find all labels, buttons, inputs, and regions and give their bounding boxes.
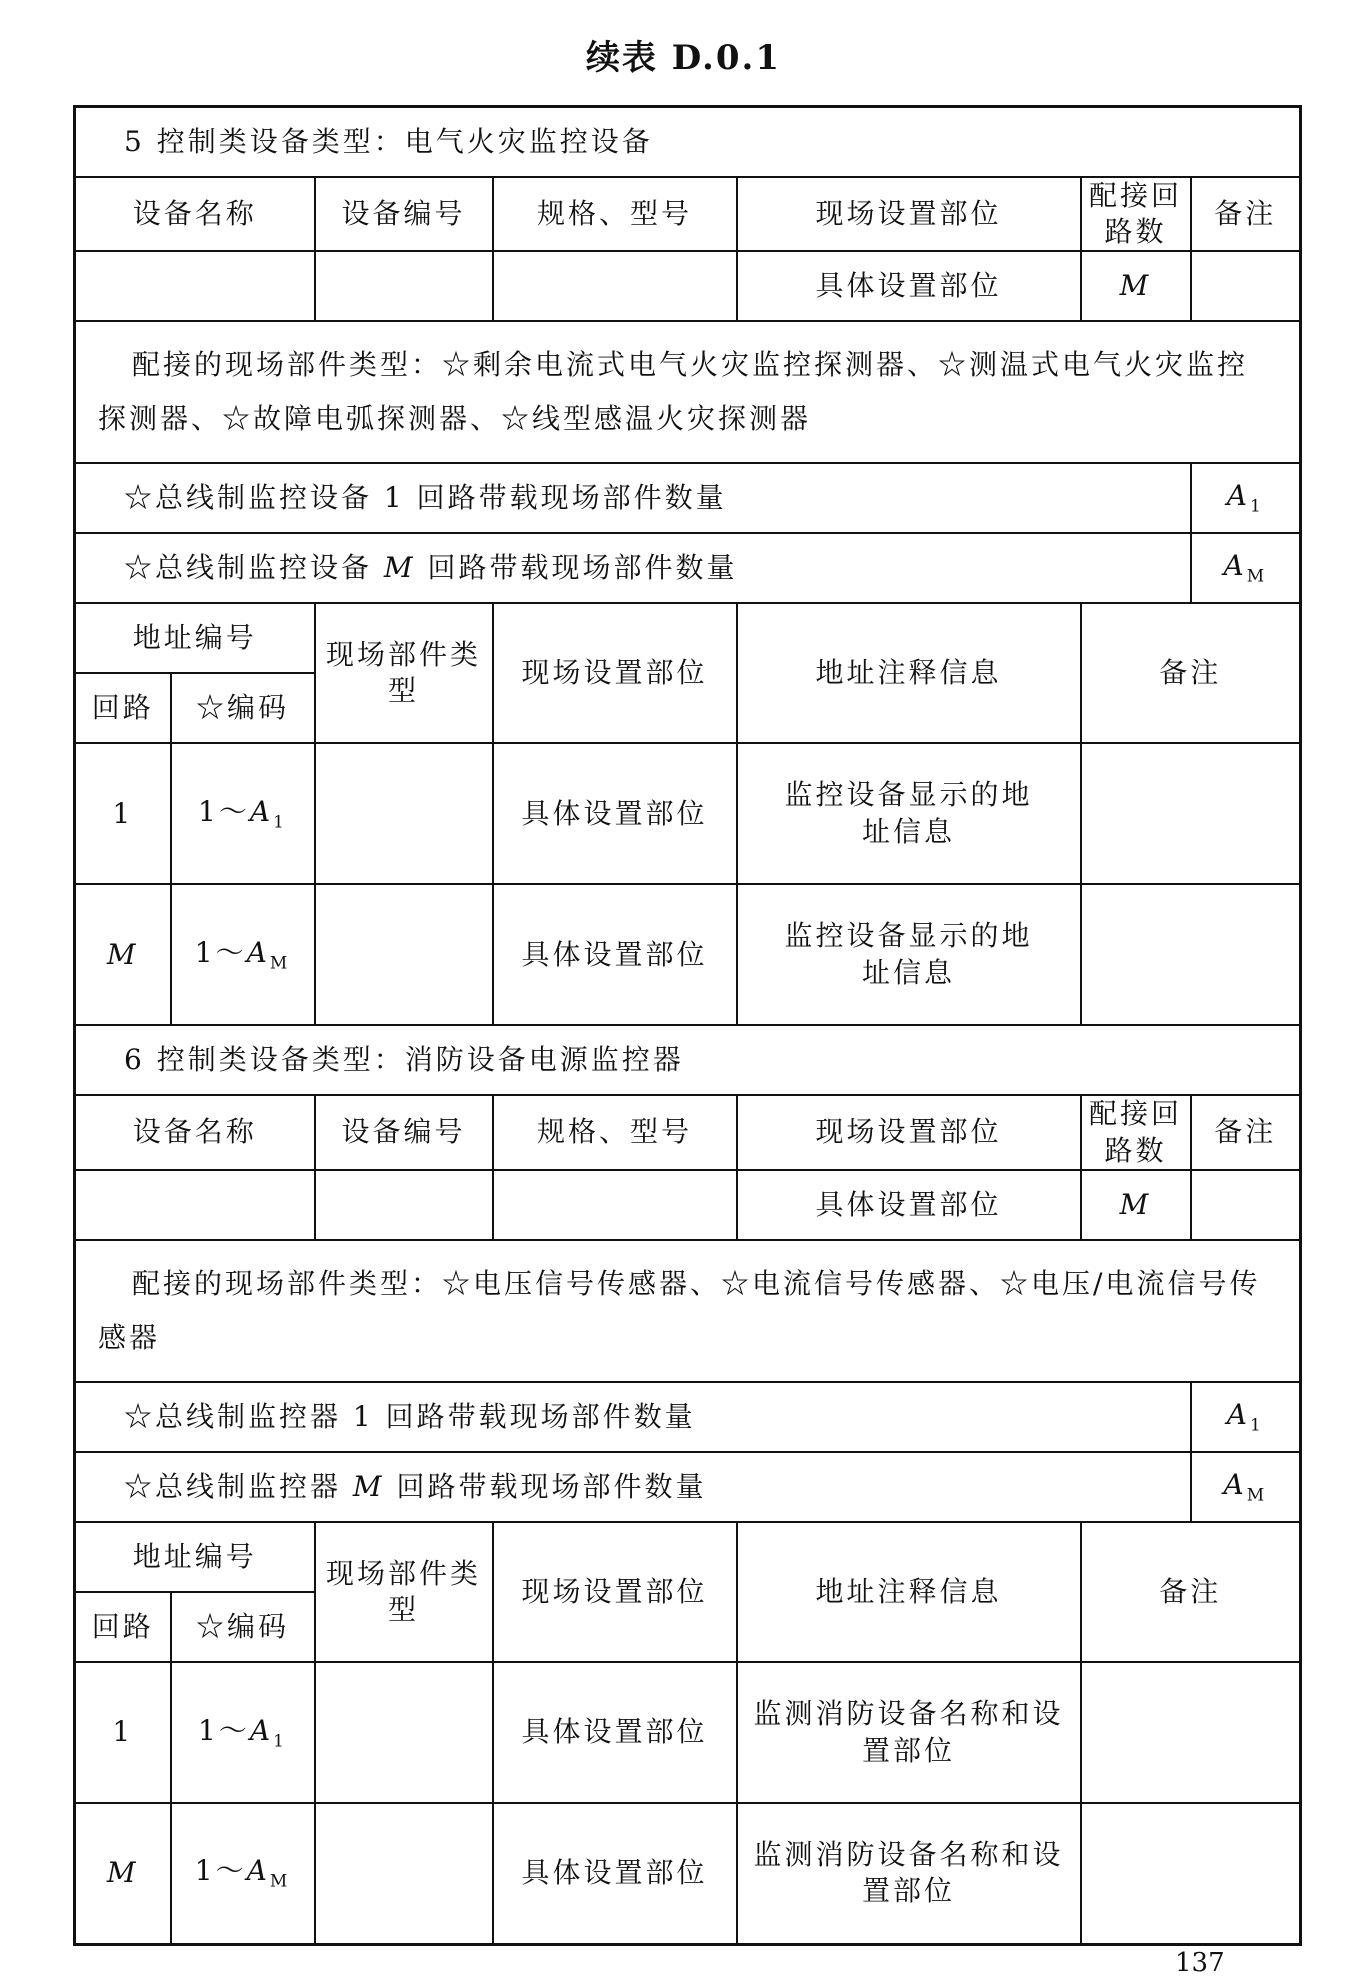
circuits-cell: M <box>1081 251 1191 321</box>
code-subscript: M <box>269 953 291 974</box>
header-circuits: 配接回路数 <box>1081 177 1191 252</box>
device-name-cell <box>75 1170 315 1240</box>
section6-addr-header-row-1 <box>75 1522 1301 1592</box>
section5-heading-row <box>75 107 1301 177</box>
count-label: ☆总线制监控设备 M 回路带载现场部件数量 <box>75 533 1191 603</box>
loop-cell: M <box>75 884 171 1025</box>
table-row <box>75 1662 1301 1803</box>
info-cell: 监测消防设备名称和设置部位 <box>737 1662 1081 1803</box>
model-cell <box>493 1170 737 1240</box>
section5-device-header-row <box>75 177 1301 252</box>
header-loop: 回路 <box>75 1592 171 1662</box>
type-cell <box>315 1662 493 1803</box>
header-remark: 备注 <box>1191 177 1301 252</box>
section6-heading: 6 控制类设备类型：消防设备电源监控器 <box>75 1025 1301 1095</box>
count-symbol <box>1191 463 1301 533</box>
code-cell <box>171 884 315 1025</box>
header-field-type: 现场部件类型 <box>315 603 493 743</box>
type-cell <box>315 1803 493 1944</box>
count-symbol <box>1191 533 1301 603</box>
loop-cell: 1 <box>75 743 171 884</box>
header-device-number: 设备编号 <box>315 177 493 252</box>
remark-cell <box>1081 884 1301 1025</box>
section6-device-row <box>75 1170 1301 1240</box>
code-cell <box>171 1803 315 1944</box>
remark-cell <box>1081 743 1301 884</box>
location-cell: 具体设置部位 <box>493 743 737 884</box>
count-label: ☆总线制监控器 M 回路带载现场部件数量 <box>75 1452 1191 1522</box>
device-name-cell <box>75 251 315 321</box>
symbol-subscript: M <box>1246 1485 1268 1506</box>
header-address: 地址编号 <box>75 1522 315 1592</box>
code-prefix: 1～ <box>198 1713 250 1747</box>
header-field-location: 现场设置部位 <box>493 603 737 743</box>
location-cell: 具体设置部位 <box>737 251 1081 321</box>
count-label: ☆总线制监控器 1 回路带载现场部件数量 <box>75 1382 1191 1452</box>
header-field-type: 现场部件类型 <box>315 1522 493 1662</box>
location-cell: 具体设置部位 <box>737 1170 1081 1240</box>
loop-cell: 1 <box>75 1662 171 1803</box>
header-device-number: 设备编号 <box>315 1095 493 1170</box>
remark-cell <box>1081 1803 1301 1944</box>
section5-count-row-1 <box>75 463 1301 533</box>
header-location: 现场设置部位 <box>737 177 1081 252</box>
symbol-letter: A <box>1223 1468 1247 1502</box>
code-prefix: 1～ <box>194 935 247 969</box>
section6-heading-row <box>75 1025 1301 1095</box>
info-cell: 监控设备显示的地址信息 <box>737 743 1081 884</box>
code-subscript: 1 <box>273 1731 287 1752</box>
header-circuits: 配接回路数 <box>1081 1095 1191 1170</box>
header-model: 规格、型号 <box>493 1095 737 1170</box>
header-device-name: 设备名称 <box>75 177 315 252</box>
table-row <box>75 884 1301 1025</box>
code-subscript: 1 <box>273 812 287 833</box>
count-symbol <box>1191 1382 1301 1452</box>
section5-addr-header-row-1 <box>75 603 1301 673</box>
table-row <box>75 1803 1301 1944</box>
page-number: 137 <box>1175 1948 1225 1978</box>
table-title: 续表 D.0.1 <box>585 38 782 78</box>
header-model: 规格、型号 <box>493 177 737 252</box>
table-row <box>75 743 1301 884</box>
section5-field-types: 配接的现场部件类型：☆剩余电流式电气火灾监控探测器、☆测温式电气火灾监控探测器、☆故障电弧探测器、☆线型感温火灾探测器 <box>75 321 1301 463</box>
section6-count-row-1 <box>75 1382 1301 1452</box>
code-prefix: 1～ <box>198 794 250 828</box>
info-cell: 监控设备显示的地址信息 <box>737 884 1081 1025</box>
header-code: ☆编码 <box>171 1592 315 1662</box>
remark-cell <box>1081 1662 1301 1803</box>
count-symbol <box>1191 1452 1301 1522</box>
header-addr-remark: 备注 <box>1081 603 1301 743</box>
location-cell: 具体设置部位 <box>493 884 737 1025</box>
code-symbol: A <box>249 794 274 828</box>
device-number-cell <box>315 1170 493 1240</box>
symbol-subscript: 1 <box>1249 1415 1264 1436</box>
header-code: ☆编码 <box>171 673 315 743</box>
loop-cell: M <box>75 1803 171 1944</box>
header-field-location: 现场设置部位 <box>493 1522 737 1662</box>
symbol-letter: A <box>1226 479 1250 513</box>
section5-field-types-row <box>75 321 1301 463</box>
circuits-cell: M <box>1081 1170 1191 1240</box>
code-cell <box>171 743 315 884</box>
header-device-name: 设备名称 <box>75 1095 315 1170</box>
symbol-subscript: 1 <box>1249 497 1264 518</box>
device-number-cell <box>315 251 493 321</box>
remark-cell <box>1191 251 1301 321</box>
header-remark: 备注 <box>1191 1095 1301 1170</box>
type-cell <box>315 743 493 884</box>
location-cell: 具体设置部位 <box>493 1803 737 1944</box>
count-label: ☆总线制监控设备 1 回路带载现场部件数量 <box>75 463 1191 533</box>
header-annotation: 地址注释信息 <box>737 603 1081 743</box>
model-cell <box>493 251 737 321</box>
code-prefix: 1～ <box>194 1854 247 1888</box>
code-subscript: M <box>269 1872 291 1893</box>
code-symbol: A <box>246 935 270 969</box>
section5-heading: 5 控制类设备类型：电气火灾监控设备 <box>75 107 1301 177</box>
section5-count-row-m <box>75 533 1301 603</box>
code-cell <box>171 1662 315 1803</box>
location-cell: 具体设置部位 <box>493 1662 737 1803</box>
section6-count-row-m <box>75 1452 1301 1522</box>
section6-field-types-row <box>75 1240 1301 1382</box>
code-symbol: A <box>249 1713 274 1747</box>
section6-field-types: 配接的现场部件类型：☆电压信号传感器、☆电流信号传感器、☆电压/电流信号传感器 <box>75 1240 1301 1382</box>
header-annotation: 地址注释信息 <box>737 1522 1081 1662</box>
header-addr-remark: 备注 <box>1081 1522 1301 1662</box>
type-cell <box>315 884 493 1025</box>
header-address: 地址编号 <box>75 603 315 673</box>
header-location: 现场设置部位 <box>737 1095 1081 1170</box>
info-cell: 监测消防设备名称和设置部位 <box>737 1803 1081 1944</box>
symbol-subscript: M <box>1246 567 1268 588</box>
section5-device-row <box>75 251 1301 321</box>
code-symbol: A <box>246 1854 270 1888</box>
header-loop: 回路 <box>75 673 171 743</box>
symbol-letter: A <box>1226 1398 1250 1432</box>
section6-device-header-row <box>75 1095 1301 1170</box>
equipment-table <box>73 105 1302 1946</box>
symbol-letter: A <box>1223 549 1247 583</box>
remark-cell <box>1191 1170 1301 1240</box>
